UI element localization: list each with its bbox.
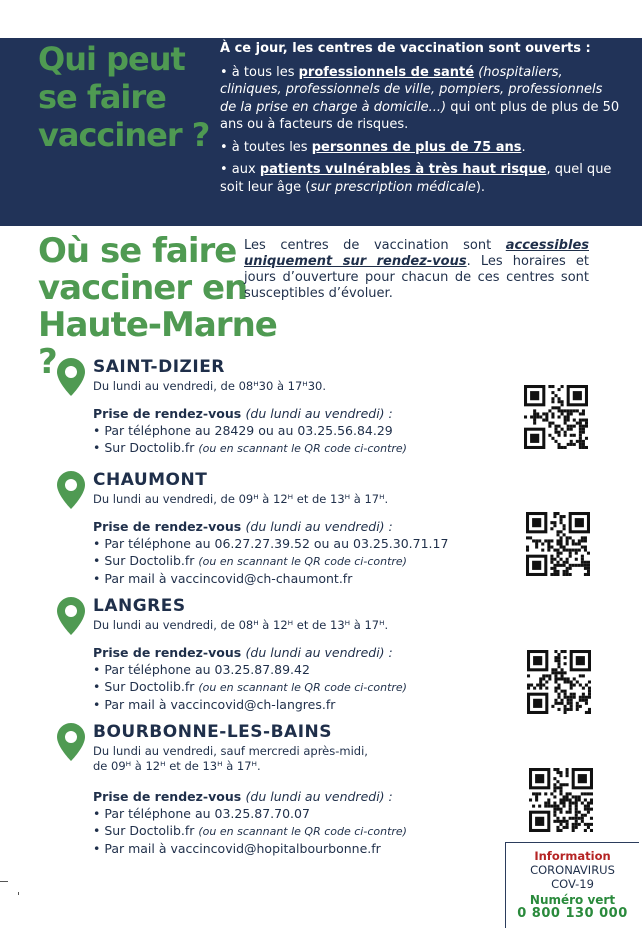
who-title-line: Qui peut: [38, 40, 185, 78]
appointment-text: • Par mail à vaccincovid@hopitalbourbonne.fr: [93, 841, 381, 856]
where-body: [244, 238, 589, 302]
centre-hours-line: Du lundi au vendredi, de 08ᴴ à 12ᴴ et de 13ᴴ à 17ᴴ.: [93, 618, 389, 632]
location-pin-icon: [56, 357, 86, 397]
centre-name: CHAUMONT: [93, 470, 208, 490]
centre-chaumont: [56, 470, 516, 590]
info-hotline-box: [505, 842, 639, 928]
appointment-text: • Sur Doctolib.fr: [93, 679, 199, 694]
appointment-note: (ou en scannant le QR code ci-contre): [198, 681, 407, 694]
info-phone-number: 0 800 130 000: [517, 906, 628, 921]
centre-hours: [93, 492, 513, 507]
location-pin-icon: [56, 596, 86, 636]
who-item-health: [220, 64, 620, 134]
appointment-line: [93, 822, 533, 840]
who-item-detail: (hospitaliers, cliniques, professionnels de ville, pompiers, professionnels de la prise en charge à domicile...): [220, 64, 603, 115]
location-pin-icon: [56, 722, 86, 762]
appointment-line: [93, 439, 533, 457]
location-pin-icon: [56, 470, 86, 510]
appointment-label: Prise de rendez-vous: [93, 789, 242, 804]
appointment-line: [93, 552, 533, 570]
who-title-line: vacciner ?: [38, 116, 210, 154]
appointment-label: Prise de rendez-vous: [93, 519, 242, 534]
where-text-after: . Les horaires et jours d’ouverture pour chacun de ces centres sont susceptibles d’évoluer.: [244, 254, 589, 301]
centre-hours-line: de 09ᴴ à 12ᴴ et de 13ᴴ à 17ᴴ.: [93, 759, 261, 773]
appointment-text: • Par téléphone au 28429 ou au 03.25.56.84.29: [93, 423, 393, 438]
who-item-link: patients vulnérables à très haut risque: [259, 162, 547, 177]
who-item-link: personnes de plus de 75 ans: [311, 139, 522, 155]
appointment-heading: [93, 788, 533, 805]
centre-hours: [93, 618, 513, 633]
centre-hours: [93, 744, 513, 774]
appointment-line: [93, 696, 533, 713]
where-text: Les centres de vaccination sont: [244, 238, 506, 253]
appointment-heading: [93, 518, 533, 535]
info-title: Information: [534, 849, 611, 863]
info-free-number-label: Numéro vert: [529, 893, 616, 907]
appointment-line: [93, 570, 533, 587]
who-item-prefix: • à toutes les: [220, 139, 312, 155]
where-title-line: Où se faire: [38, 231, 237, 271]
centre-appointments: [93, 405, 533, 457]
qr-code-saint-dizier[interactable]: [524, 385, 588, 449]
appointment-line: [93, 422, 533, 439]
appointment-note: (ou en scannant le QR code ci-contre): [198, 555, 407, 568]
centre-hours-line: Du lundi au vendredi, sauf mercredi après-midi,: [93, 744, 368, 758]
who-item-tail: , quel que soit leur âge (: [220, 162, 612, 195]
scan-mark: [18, 892, 19, 895]
who-item-end: ).: [475, 179, 486, 195]
centre-saint-dizier: [56, 357, 516, 467]
appointment-heading: [93, 644, 533, 661]
appointment-line: [93, 805, 533, 822]
who-intro: À ce jour, les centres de vaccination sont ouverts :: [220, 41, 591, 56]
where-title-line: Haute-Marne ?: [38, 305, 277, 382]
centre-name: LANGRES: [93, 596, 186, 616]
who-item-prefix: • aux: [220, 162, 260, 177]
centre-appointments: [93, 644, 533, 713]
appointment-text: • Par téléphone au 06.27.27.39.52 ou au 03.25.30.71.17: [93, 536, 449, 551]
appointment-days: (du lundi au vendredi) :: [245, 519, 393, 534]
centre-hours-line: Du lundi au vendredi, de 08ᴴ30 à 17ᴴ30.: [93, 379, 327, 393]
appointment-line: [93, 661, 533, 678]
centre-name: SAINT-DIZIER: [93, 357, 225, 377]
info-line: CORONAVIRUS: [530, 863, 615, 877]
who-body: [220, 40, 620, 201]
appointment-text: • Sur Doctolib.fr: [93, 440, 199, 455]
centre-hours: [93, 379, 513, 394]
appointment-days: (du lundi au vendredi) :: [245, 406, 393, 421]
qr-code-chaumont[interactable]: [526, 512, 590, 576]
appointment-heading: [93, 405, 533, 422]
appointment-text: • Par mail à vaccincovid@ch-chaumont.fr: [93, 571, 353, 586]
appointment-note: (ou en scannant le QR code ci-contre): [198, 442, 407, 455]
appointment-text: • Par mail à vaccincovid@ch-langres.fr: [93, 697, 336, 712]
appointment-days: (du lundi au vendredi) :: [245, 789, 393, 804]
centre-hours-line: Du lundi au vendredi, de 09ᴴ à 12ᴴ et de 13ᴴ à 17ᴴ.: [93, 492, 389, 506]
appointment-text: • Sur Doctolib.fr: [93, 823, 199, 838]
where-emphasis: accessibles uniquement sur rendez-vous: [244, 238, 589, 269]
appointment-line: [93, 840, 533, 857]
who-item-link: professionnels de santé: [298, 64, 475, 80]
appointment-text: • Sur Doctolib.fr: [93, 553, 199, 568]
who-item-tail: .: [521, 139, 526, 155]
who-item-vulnerable: [220, 161, 620, 196]
who-item-italic: sur prescription médicale: [310, 179, 476, 195]
where-title-line: vacciner en: [38, 268, 248, 308]
appointment-label: Prise de rendez-vous: [93, 645, 242, 660]
appointment-text: • Par téléphone au 03.25.87.89.42: [93, 662, 310, 677]
centre-appointments: [93, 518, 533, 587]
scan-mark: [0, 881, 8, 882]
appointment-line: [93, 678, 533, 696]
who-item-tail: qui ont plus de plus de 50 ans ou à facteurs de risques.: [220, 99, 620, 132]
qr-code-bourbonne[interactable]: [529, 768, 593, 832]
appointment-note: (ou en scannant le QR code ci-contre): [198, 825, 407, 838]
info-line: COV-19: [551, 877, 594, 891]
centre-langres: [56, 596, 516, 716]
appointment-label: Prise de rendez-vous: [93, 406, 242, 421]
appointment-line: [93, 535, 533, 552]
centre-name: BOURBONNE-LES-BAINS: [93, 722, 332, 742]
who-title-line: se faire: [38, 78, 166, 116]
who-item-prefix: • à tous les: [220, 64, 299, 80]
qr-code-langres[interactable]: [527, 650, 591, 714]
appointment-text: • Par téléphone au 03.25.87.70.07: [93, 806, 310, 821]
who-item-elderly: [220, 139, 620, 157]
who-title: [38, 40, 213, 154]
appointment-days: (du lundi au vendredi) :: [245, 645, 393, 660]
centre-appointments: [93, 788, 533, 857]
centre-bourbonne-les-bains: [56, 722, 516, 862]
